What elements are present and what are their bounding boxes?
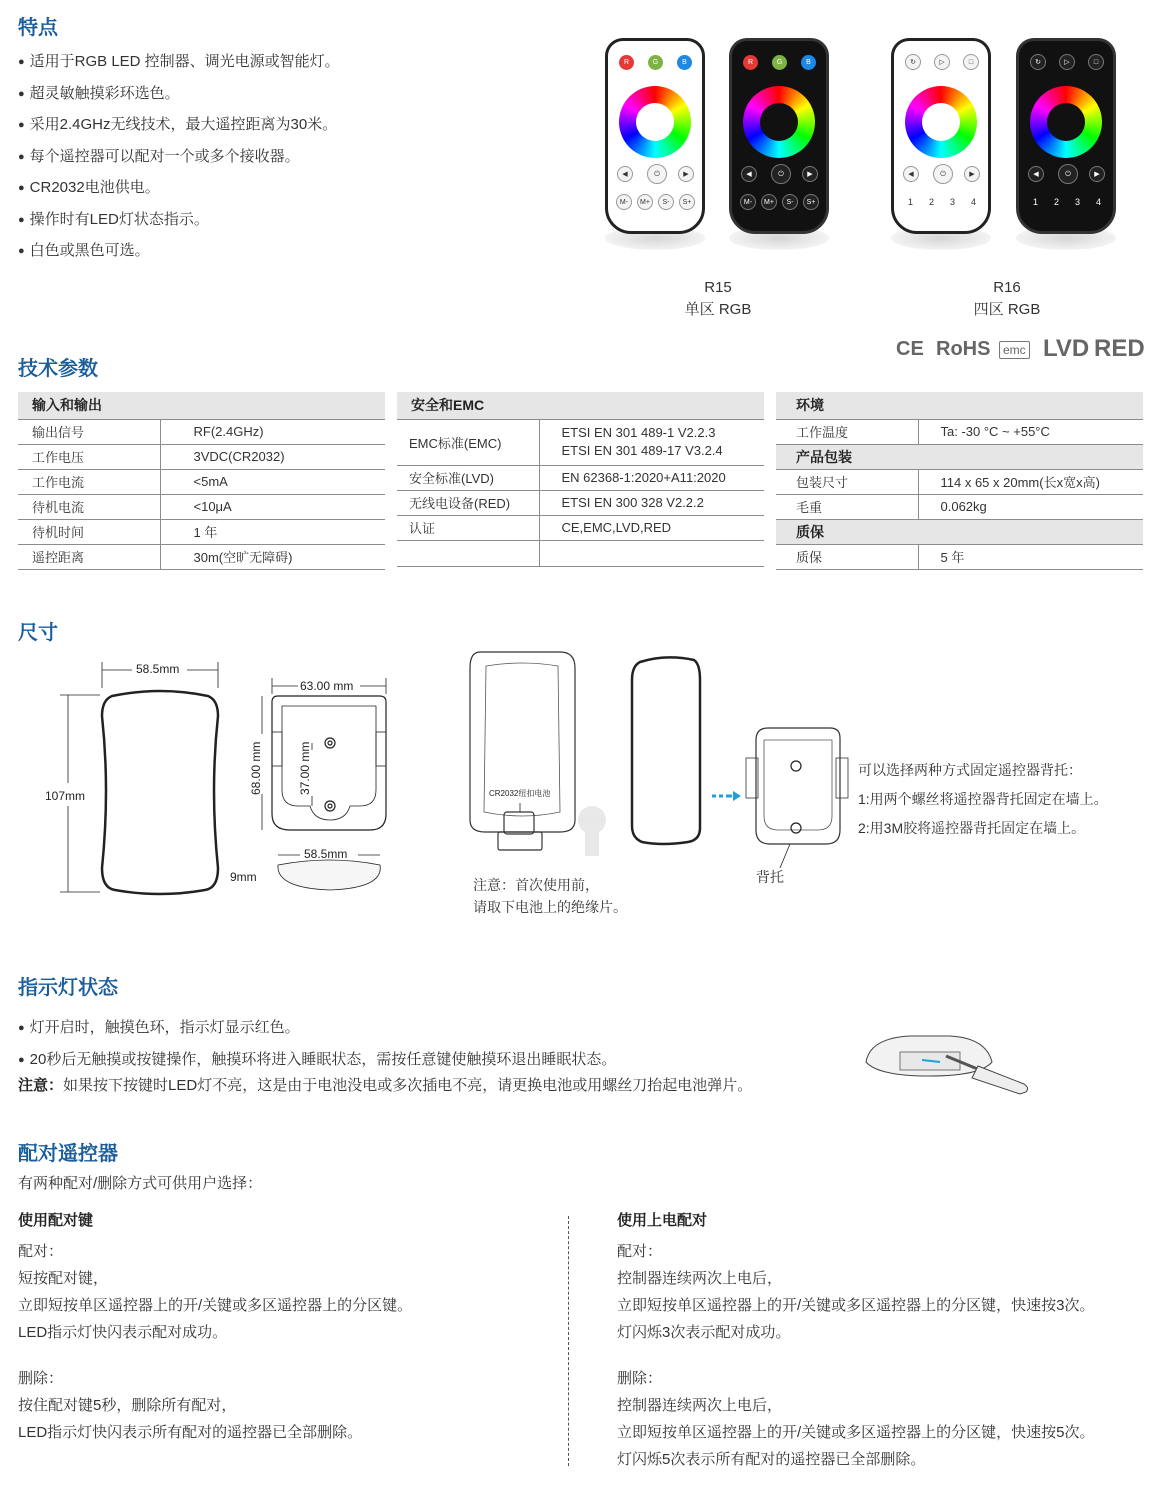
s-minus-button-icon: S- (782, 194, 798, 210)
env-key: 质保 (776, 544, 918, 569)
safety-value (539, 419, 764, 465)
side-height-label: 9mm (230, 870, 257, 884)
color-ring-icon (743, 86, 815, 158)
play-button-icon: ▷ (1059, 54, 1075, 70)
dimensions-title: 尺寸 (18, 622, 58, 644)
env-key: 包装尺寸 (776, 469, 918, 494)
pairing-right-del-line: 灯闪烁5次表示所有配对的遥控器已全部删除。 (617, 1451, 926, 1468)
io-key: 遥控距离 (18, 544, 160, 569)
pairing-intro: 有两种配对/删除方式可供用户选择： (18, 1175, 263, 1192)
indicator-item: ● 灯开启时，触摸色环，指示灯显示红色。 (18, 1013, 616, 1045)
feature-item: ● 超灵敏触摸彩环选色。 (18, 79, 340, 111)
pairing-right-title: 使用上电配对 (617, 1212, 708, 1229)
blue-button-icon: B (677, 55, 692, 70)
mount-option-1: 1:用两个螺丝将遥控器背托固定在墙上。 (858, 791, 1108, 807)
battery-note-line-2: 请取下电池上的绝缘片。 (473, 899, 627, 915)
mount-instructions (858, 756, 1108, 843)
safety-empty (539, 540, 764, 566)
pkg-header: 产品包装 (776, 444, 1143, 469)
io-key: 工作电流 (18, 469, 160, 494)
zone-4-label: 4 (1096, 197, 1102, 207)
pairing-left-pair-line: 立即短按单区遥控器上的开/关键或多区遥控器上的分区键。 (18, 1297, 413, 1314)
screwdriver-battery-image (860, 1030, 1035, 1096)
warranty-header: 质保 (776, 519, 1143, 544)
pairing-title: 配对遥控器 (18, 1143, 118, 1165)
r16-black-remote-image (1016, 38, 1116, 234)
safety-value: ETSI EN 300 328 V2.2.2 (539, 490, 764, 515)
side-width-label: 58.5mm (304, 847, 348, 861)
indicator-list (18, 1013, 616, 1076)
right-arrow-icon: ▶ (964, 166, 980, 182)
s-plus-button-icon: S+ (679, 194, 695, 210)
red-button-icon: R (743, 55, 758, 70)
io-header: 输入和输出 (18, 392, 385, 419)
lvd-logo: LVD (1043, 335, 1090, 362)
pairing-left (18, 1207, 412, 1446)
zone-2-label: 2 (929, 197, 935, 207)
right-arrow-icon: ▶ (1089, 166, 1105, 182)
red-button-icon: R (619, 55, 634, 70)
env-key: 工作温度 (776, 419, 918, 444)
io-value: 30m(空旷无障碍) (160, 544, 385, 569)
battery-note-line-1: 注意：首次使用前， (473, 877, 599, 893)
left-arrow-icon: ◀ (903, 166, 919, 182)
env-value: 5 年 (918, 544, 1143, 569)
safety-key: 安全标准(LVD) (397, 465, 539, 490)
power-icon: ⏻ (771, 164, 791, 184)
color-ring-icon (905, 86, 977, 158)
zone-3-label: 3 (1075, 197, 1081, 207)
battery-note (473, 874, 627, 918)
m-minus-button-icon: M- (740, 194, 756, 210)
env-table (776, 392, 1143, 570)
play-button-icon: ▷ (934, 54, 950, 70)
r15-model: R15 (704, 279, 732, 296)
zone-1-label: 1 (1033, 197, 1039, 207)
io-value: 1 年 (160, 519, 385, 544)
emc-logo: emc (999, 341, 1030, 359)
feature-item: ● 每个遥控器可以配对一个或多个接收器。 (18, 142, 340, 174)
safety-value: EN 62368-1:2020+A11:2020 (539, 465, 764, 490)
power-icon: ⏻ (1058, 164, 1078, 184)
pairing-right-pair-line: 控制器连续两次上电后， (617, 1270, 783, 1287)
pairing-left-pair-label: 配对： (18, 1243, 64, 1260)
features-title: 特点 (18, 17, 58, 39)
green-button-icon: G (648, 55, 663, 70)
safety-key: 认证 (397, 515, 539, 540)
back-height-label: 68.00 mm (249, 741, 263, 795)
ce-logo: CE (896, 338, 924, 360)
zone-4-label: 4 (971, 197, 977, 207)
r15-caption (668, 277, 768, 321)
battery-label: CR2032纽扣电池 (489, 789, 551, 798)
bracket-label: 背托 (756, 869, 784, 885)
safety-key: 无线电设备(RED) (397, 490, 539, 515)
indicator-note-text: 如果按下按键时LED灯不亮，这是由于电池没电或多次插电不亮，请更换电池或用螺丝刀抬起电池弹片。 (63, 1077, 753, 1094)
cycle-button-icon: ↻ (1030, 54, 1046, 70)
io-value: <10μA (160, 494, 385, 519)
io-key: 输出信号 (18, 419, 160, 444)
green-button-icon: G (772, 55, 787, 70)
rohs-logo: RoHS (936, 338, 991, 360)
safety-table (397, 392, 764, 567)
back-width-label: 63.00 mm (300, 679, 354, 693)
indicator-item: ● 20秒后无触摸或按键操作，触摸环将进入睡眠状态，需按任意键使触摸环退出睡眠状态。 (18, 1045, 616, 1077)
left-arrow-icon: ◀ (617, 166, 633, 182)
io-key: 工作电压 (18, 444, 160, 469)
m-plus-button-icon: M+ (637, 194, 653, 210)
right-arrow-icon: ▶ (802, 166, 818, 182)
pairing-left-del-label: 删除： (18, 1370, 64, 1387)
feature-item: ● 白色或黑色可选。 (18, 236, 340, 268)
safety-value: CE,EMC,LVD,RED (539, 515, 764, 540)
pairing-left-pair-line: LED指示灯快闪表示配对成功。 (18, 1324, 228, 1341)
env-value: 114 x 65 x 20mm(长x宽x高) (918, 469, 1143, 494)
io-key: 待机电流 (18, 494, 160, 519)
m-plus-button-icon: M+ (761, 194, 777, 210)
feature-item: ● CR2032电池供电。 (18, 173, 340, 205)
pairing-left-pair-line: 短按配对键， (18, 1270, 109, 1287)
env-header: 环境 (776, 392, 1143, 419)
emc-std-1: ETSI EN 301 489-1 V2.2.3 (561, 425, 716, 440)
safety-empty (397, 540, 539, 566)
r16-desc: 四区 RGB (973, 301, 1041, 318)
specs-title: 技术参数 (18, 358, 98, 380)
safety-header: 安全和EMC (397, 392, 764, 419)
front-width-label: 58.5mm (136, 662, 180, 676)
pairing-right-pair-line: 灯闪烁3次表示配对成功。 (617, 1324, 791, 1341)
save-button-icon: □ (1088, 54, 1104, 70)
pairing-left-del-line: 按住配对键5秒，删除所有配对， (18, 1397, 237, 1414)
zone-2-label: 2 (1054, 197, 1060, 207)
feature-item: ● 操作时有LED灯状态指示。 (18, 205, 340, 237)
emc-std-2: ETSI EN 301 489-17 V3.2.4 (561, 443, 723, 458)
left-arrow-icon: ◀ (741, 166, 757, 182)
color-ring-icon (1030, 86, 1102, 158)
io-value: RF(2.4GHz) (160, 419, 385, 444)
r15-white-remote-image (605, 38, 705, 234)
io-table (18, 392, 385, 570)
power-icon: ⏻ (647, 164, 667, 184)
feature-item: ● 采用2.4GHz无线技术，最大遥控距离为30米。 (18, 110, 340, 142)
env-value: 0.062kg (918, 494, 1143, 519)
safety-key: EMC标准(EMC) (397, 419, 539, 465)
r16-model: R16 (993, 279, 1021, 296)
mount-title: 可以选择两种方式固定遥控器背托： (858, 762, 1082, 778)
color-ring-icon (619, 86, 691, 158)
front-height-label: 107mm (45, 789, 86, 803)
indicator-title: 指示灯状态 (18, 977, 118, 999)
screw-spacing-label: 37.00 mm (298, 741, 312, 795)
s-plus-button-icon: S+ (803, 194, 819, 210)
r15-desc: 单区 RGB (684, 301, 752, 318)
save-button-icon: □ (963, 54, 979, 70)
cycle-button-icon: ↻ (905, 54, 921, 70)
env-key: 毛重 (776, 494, 918, 519)
pairing-left-del-line: LED指示灯快闪表示所有配对的遥控器已全部删除。 (18, 1424, 363, 1441)
io-value: <5mA (160, 469, 385, 494)
pairing-right-pair-label: 配对： (617, 1243, 663, 1260)
zone-1-label: 1 (908, 197, 914, 207)
r16-caption (957, 277, 1057, 321)
m-minus-button-icon: M- (616, 194, 632, 210)
r15-black-remote-image (729, 38, 829, 234)
pairing-right-del-line: 控制器连续两次上电后， (617, 1397, 783, 1414)
pairing-right-del-label: 删除： (617, 1370, 663, 1387)
pairing-left-title: 使用配对键 (18, 1212, 94, 1229)
feature-item: ● 适用于RGB LED 控制器、调光电源或智能灯。 (18, 47, 340, 79)
features-list (18, 47, 340, 268)
zone-3-label: 3 (950, 197, 956, 207)
mount-option-2: 2:用3M胶将遥控器背托固定在墙上。 (858, 820, 1086, 836)
io-value: 3VDC(CR2032) (160, 444, 385, 469)
pairing-right-del-line: 立即短按单区遥控器上的开/关键或多区遥控器上的分区键，快速按5次。 (617, 1424, 1095, 1441)
pairing-right (617, 1207, 1095, 1473)
left-arrow-icon: ◀ (1028, 166, 1044, 182)
s-minus-button-icon: S- (658, 194, 674, 210)
r16-white-remote-image (891, 38, 991, 234)
power-icon: ⏻ (933, 164, 953, 184)
red-logo: RED (1094, 335, 1145, 362)
indicator-note-label: 注意： (18, 1077, 64, 1094)
column-divider (568, 1216, 569, 1466)
env-value: Ta: -30 °C ~ +55°C (918, 419, 1143, 444)
blue-button-icon: B (801, 55, 816, 70)
indicator-note (18, 1072, 752, 1099)
right-arrow-icon: ▶ (678, 166, 694, 182)
pairing-right-pair-line: 立即短按单区遥控器上的开/关键或多区遥控器上的分区键，快速按3次。 (617, 1297, 1095, 1314)
io-key: 待机时间 (18, 519, 160, 544)
